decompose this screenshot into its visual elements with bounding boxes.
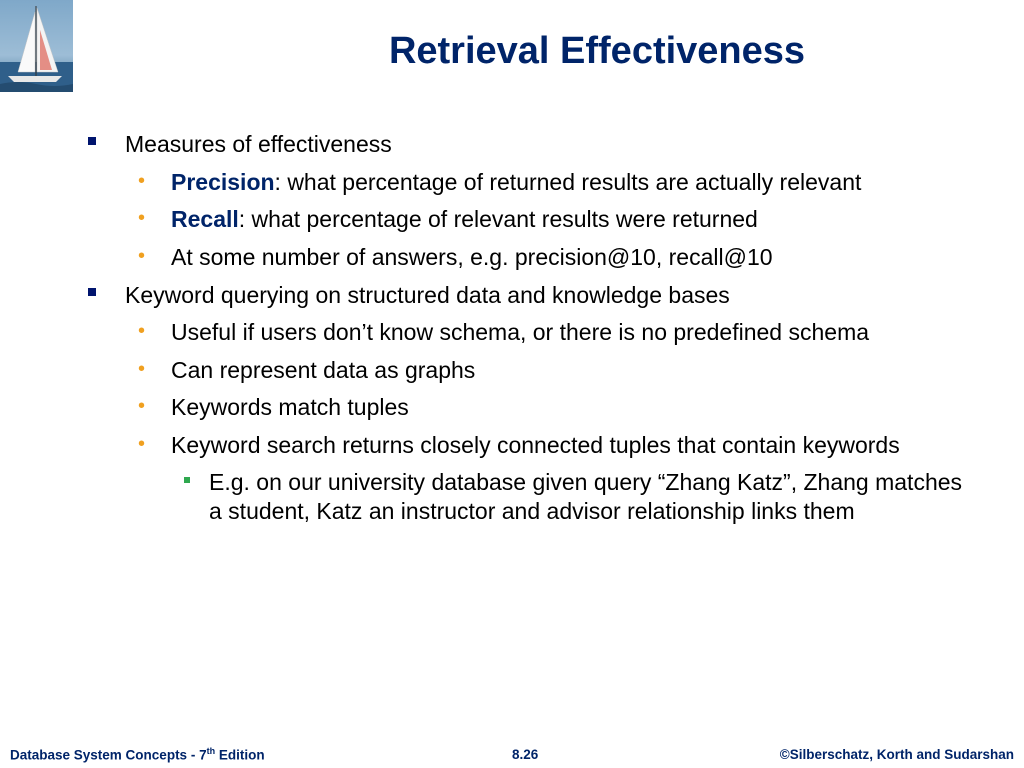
bullet-item: Keyword search returns closely connected tuples that contain keywords	[171, 432, 900, 458]
footer-copyright: ©Silberschatz, Korth and Sudarshan	[779, 747, 1014, 762]
dot-bullet-icon: •	[138, 170, 146, 192]
dot-bullet-icon: •	[138, 207, 146, 229]
sailboat-logo-icon	[0, 0, 73, 92]
footer-book-title-end: Edition	[215, 747, 265, 762]
footer-book-title	[10, 746, 265, 763]
footer-book-title-main: Database System Concepts - 7	[10, 747, 207, 762]
dot-bullet-icon: •	[138, 245, 146, 267]
slide-title: Retrieval Effectiveness	[388, 30, 806, 72]
recall-text: : what percentage of relevant results were returned	[238, 206, 758, 232]
dot-bullet-icon: •	[138, 358, 146, 380]
square-bullet-icon	[88, 288, 96, 296]
precision-text: : what percentage of returned results are actually relevant	[274, 169, 862, 195]
footer-slide-number: 8.26	[512, 747, 539, 762]
bullet-item: Keyword querying on structured data and knowledge bases	[125, 282, 730, 308]
bullet-item: Can represent data as graphs	[171, 357, 476, 383]
bullet-item: Keywords match tuples	[171, 394, 409, 420]
bullet-item: E.g. on our university database given query “Zhang Katz”, Zhang matches a student, Katz an instructor and advisor relationship links them	[209, 469, 963, 524]
bullet-item: Measures of effectiveness	[125, 131, 392, 157]
square-bullet-icon	[88, 137, 96, 145]
bullet-item-precision	[171, 168, 861, 197]
dot-bullet-icon: •	[138, 395, 146, 417]
bullet-item: At some number of answers, e.g. precision@10, recall@10	[171, 244, 773, 270]
bullet-item-recall	[171, 205, 758, 234]
footer-book-title-sup: th	[206, 745, 216, 756]
dot-bullet-icon: •	[138, 320, 146, 342]
dot-bullet-icon: •	[138, 433, 146, 455]
bullet-item: Useful if users don’t know schema, or there is no predefined schema	[171, 319, 870, 345]
precision-keyword: Precision	[171, 169, 275, 195]
recall-keyword: Recall	[171, 206, 239, 232]
square-bullet-icon	[184, 477, 190, 483]
